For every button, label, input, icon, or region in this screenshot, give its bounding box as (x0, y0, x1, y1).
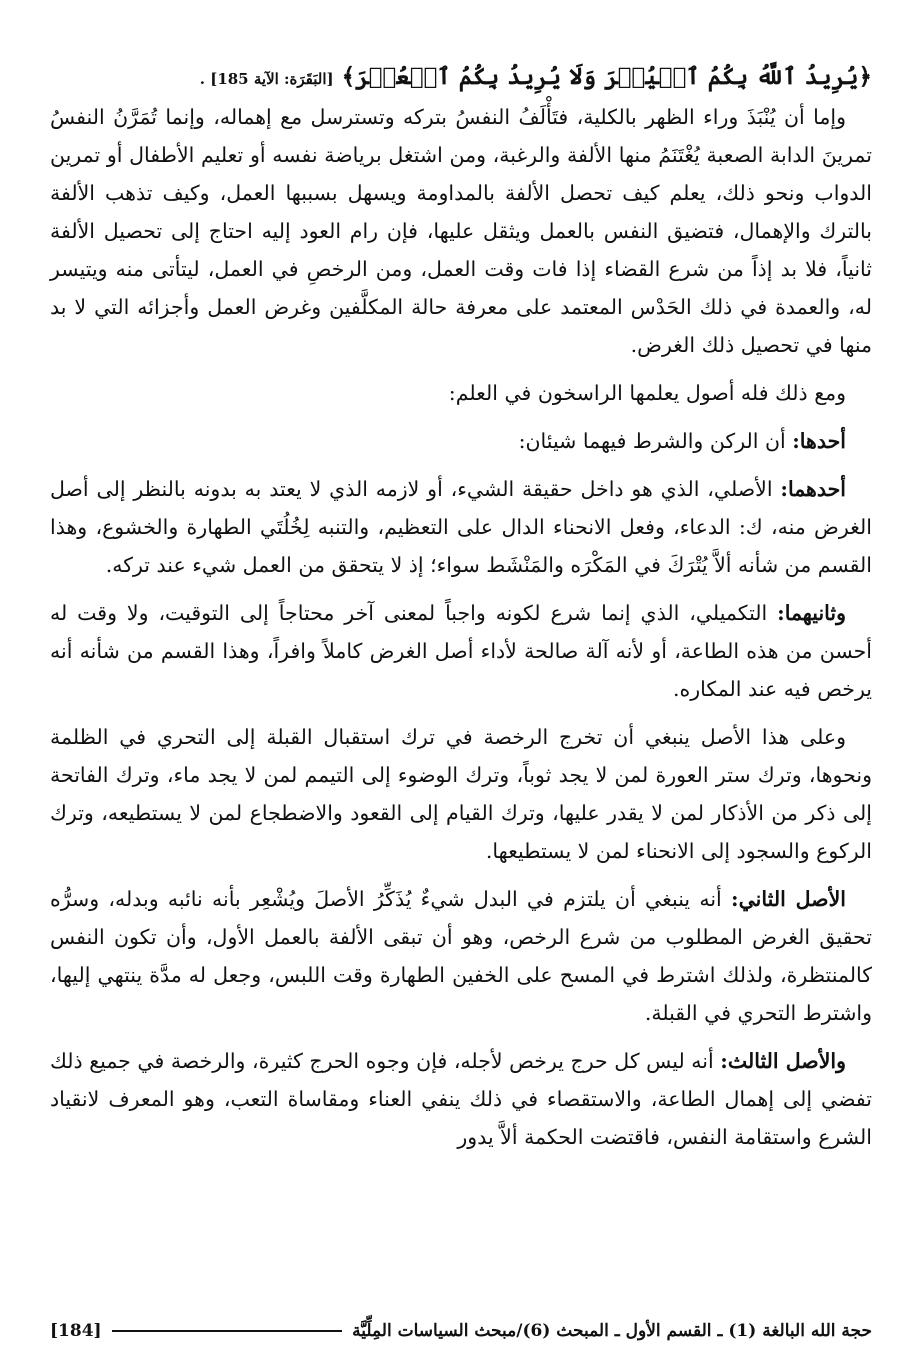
paragraph-2: ومع ذلك فله أصول يعلمها الراسخون في العلم: (448, 381, 846, 405)
paragraph-7-text: أنه ينبغي أن يلتزم في البدل شيءٌ يُذَكِّرُ الأصلَ ويُشْعِر بأنه نائبه وبدله، وسرُّه تحقيق الغرض المطلوب من شرع الرخص، وهو أن تبقى الألفة بالعمل الأول، وأن تكون النفس كالمنتظرة، ولذلك اشترط في المسح على الخفين الطهارة وقت اللبس، وجعل له مدَّة ينتهي إليها، واشترط التحري في القبلة. (50, 887, 872, 1025)
paragraph-6: وعلى هذا الأصل ينبغي أن تخرج الرخصة في ترك استقبال القبلة إلى التحري في الظلمة ونحوها، وترك ستر العورة لمن لا يجد ثوباً، وترك الوضوء إلى التيمم لمن لا يجد ماء، وترك الفاتحة إلى ذكر من الأذكار لمن لا يقدر عليها، وترك القيام إلى القعود والاضطجاع لمن لا يستطيعه، وترك الركوع والسجود إلى الانحناء لمن لا يستطيعها. (50, 725, 872, 863)
paragraph-7-lead: الأصل الثاني: (731, 887, 846, 911)
footer-rule (112, 1330, 343, 1332)
page-body (50, 60, 872, 1350)
paragraph-5-lead: وثانيهما: (777, 601, 846, 625)
page-footer (50, 1316, 872, 1346)
verse-reference: [البَقَرَة: الآية 185] . (199, 70, 334, 88)
paragraph-4-lead: أحدهما: (780, 477, 846, 501)
paragraph-7 (50, 880, 872, 1032)
quran-verse (50, 60, 872, 96)
paragraph-8 (50, 1042, 872, 1156)
paragraph-8-lead: والأصل الثالث: (720, 1049, 846, 1073)
paragraph-3-lead: أحدها: (792, 429, 846, 453)
paragraph-1: وإما أن يُنْبَذَ وراء الظهر بالكلية، فتَأْلَفُ النفسُ بتركه وتسترسل مع إهماله، وإنما تُمَرَّنُ النفسُ تمرينَ الدابة الصعبة يُغْتَنَمُ منها الألفة والرغبة، ومن اشتغل برياضة نفسه أو تعليم الأطفال أو تمرين الدواب ونحو ذلك، يعلم كيف تحصل الألفة بالمداومة ويسهل بسببها العمل، وكيف تذهب الألفة بالترك والإهمال، فتضيق النفس بالعمل ويثقل عليها، فإن رام العود إليه احتاج إلى تحصيل الألفة ثانياً، فلا بد إذاً من شرع القضاء إذا فات وقت العمل، ومن الرخصِ في العمل، ليتأتى منه ويتيسر له، والعمدة في ذلك الحَدْس المعتمد على معرفة حالة المكلَّفين وغرض العمل وأجزائه التي لا بد منها في تحصيل ذلك الغرض. (50, 105, 872, 357)
paragraph-5-text: التكميلي، الذي إنما شرع لكونه واجباً لمعنى آخر محتاجاً إلى التوقيت، ولا وقت له أحسن من هذه الطاعة، أو لأنه آلة صالحة لأداء أصل الغرض كاملاً وافراً، وهذا القسم من شأنه أنه يرخص فيه عند المكاره. (50, 601, 872, 701)
verse-text: ﴿يُرِيدُ ٱللَّهُ بِكُمُ ٱلۡيُسۡرَ وَلَا يُرِيدُ بِكُمُ ٱلۡعُسۡرَ﴾ (341, 63, 872, 90)
page-number: [184] (50, 1321, 102, 1341)
paragraph-5 (50, 594, 872, 708)
paragraph-4-text: الأصلي، الذي هو داخل حقيقة الشيء، أو لازمه الذي لا يعتد به بدونه بالنظر إلى أصل الغرض منه، ك: الدعاء، وفعل الانحناء الدال على التعظيم، والتنبه لِخُلُتَي الطهارة والخشوع، وهذا القسم من شأنه ألاَّ يُتْرَكَ في المَكْرَه والمَنْشَط سواء؛ إذ لا يتحقق من العمل شيء عند تركه. (50, 477, 872, 577)
footer-title: حجة الله البالغة (1) ـ القسم الأول ـ المبحث (6)/مبحث السياسات المِلِّيَّة (352, 1321, 872, 1341)
paragraph-3-text: أن الركن والشرط فيهما شيئان: (518, 429, 793, 453)
paragraph-4 (50, 470, 872, 584)
paragraph-8-text: أنه ليس كل حرج يرخص لأجله، فإن وجوه الحرج كثيرة، والرخصة في جميع ذلك تفضي إلى إهمال الطاعة، والاستقصاء في ذلك ينفي العناء ومقاساة التعب، وهو المعرف لانقياد الشرع واستقامة النفس، فاقتضت الحكمة ألاَّ يدور (50, 1049, 872, 1149)
paragraph-3 (50, 422, 872, 460)
